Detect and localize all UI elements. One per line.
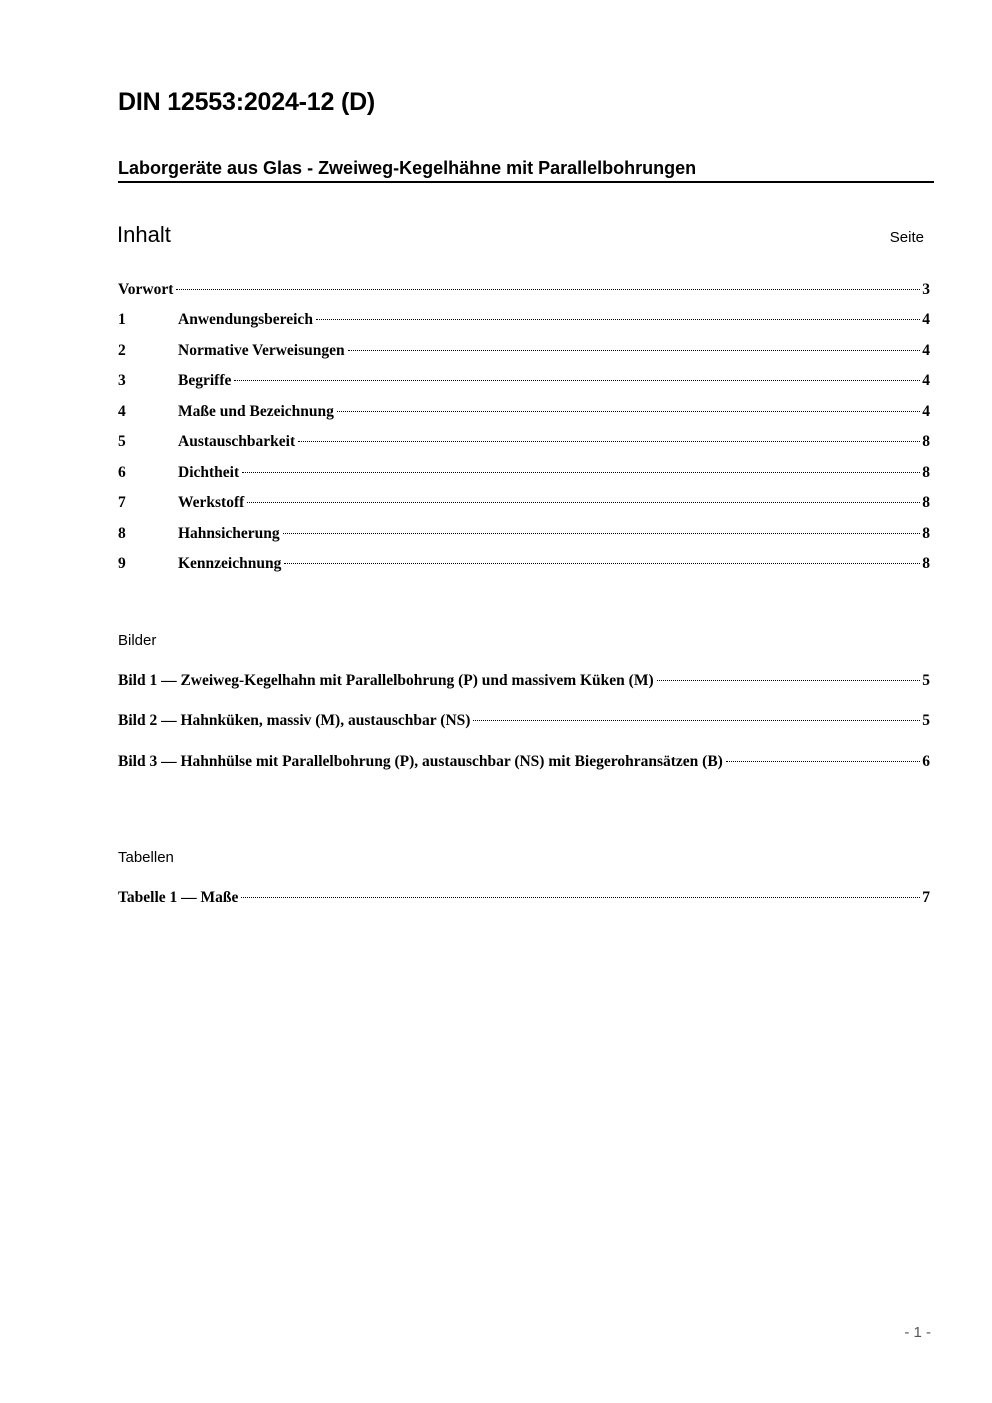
figure-entry-title: Bild 1 — Zweiweg-Kegelhahn mit Parallelbohrung (P) und massivem Küken (M) — [118, 672, 654, 689]
toc-entry-page: 8 — [922, 464, 930, 481]
figure-entry-title: Bild 3 — Hahnhülse mit Parallelbohrung (P), austauschbar (NS) mit Biegerohransätzen (B) — [118, 753, 723, 770]
table-entry[interactable] — [118, 888, 930, 908]
figure-entry-page: 5 — [922, 712, 930, 729]
toc-entry[interactable] — [118, 341, 930, 361]
toc-heading: Inhalt — [117, 222, 171, 247]
toc-leader — [657, 680, 921, 681]
toc-entry-title: Maße und Bezeichnung — [178, 403, 334, 420]
toc-entry-title: Kennzeichnung — [178, 555, 282, 572]
toc-leader — [337, 411, 920, 412]
figure-entry[interactable] — [118, 752, 930, 772]
toc-entry-page: 4 — [922, 372, 930, 389]
toc-entry-page: 3 — [922, 281, 930, 298]
toc-entry-page: 8 — [922, 555, 930, 572]
toc-entry-title: Anwendungsbereich — [178, 311, 313, 328]
toc-entry-page: 8 — [922, 494, 930, 511]
toc-entry-number: 1 — [118, 311, 126, 328]
toc-entry-number: 9 — [118, 555, 126, 572]
toc-entry-page: 4 — [922, 342, 930, 359]
toc-entry-page: 8 — [922, 525, 930, 542]
toc-entry[interactable] — [118, 463, 930, 483]
toc-entry-number: 6 — [118, 464, 126, 481]
page-number: - 1 - — [904, 1324, 931, 1341]
figure-entry-page: 6 — [922, 753, 930, 770]
toc-entry-number: 2 — [118, 342, 126, 359]
figure-entry[interactable] — [118, 671, 930, 691]
toc-entry-number: 4 — [118, 403, 126, 420]
toc-leader — [298, 441, 920, 442]
toc-entry[interactable] — [118, 280, 930, 300]
toc-entry-title: Austauschbarkeit — [178, 433, 296, 450]
toc-entry-title: Werkstoff — [178, 494, 245, 511]
tables-heading: Tabellen — [118, 849, 174, 866]
toc-leader — [284, 563, 920, 564]
toc-entry-title: Normative Verweisungen — [178, 342, 345, 359]
toc-entry-number: 8 — [118, 525, 126, 542]
figures-heading: Bilder — [118, 632, 157, 649]
toc-entry-number: 7 — [118, 494, 126, 511]
table-entry-page: 7 — [922, 889, 930, 906]
toc-entry[interactable] — [118, 310, 930, 330]
toc-entry[interactable] — [118, 493, 930, 513]
document-id: DIN 12553:2024-12 (D) — [118, 88, 376, 116]
toc-leader — [283, 533, 921, 534]
toc-entry-title: Vorwort — [118, 281, 174, 298]
figure-entry-page: 5 — [922, 672, 930, 689]
toc-leader — [316, 319, 920, 320]
toc-entry-number: 3 — [118, 372, 126, 389]
toc-leader — [176, 289, 920, 290]
toc-entry[interactable] — [118, 524, 930, 544]
toc-leader — [241, 897, 920, 898]
table-entry-title: Tabelle 1 — Maße — [118, 889, 239, 906]
figure-entry-title: Bild 2 — Hahnküken, massiv (M), austauschbar (NS) — [118, 712, 471, 729]
toc-leader — [473, 720, 920, 721]
document-subtitle: Laborgeräte aus Glas - Zweiweg-Kegelhähne mit Parallelbohrungen — [118, 158, 934, 183]
toc-entry[interactable] — [118, 402, 930, 422]
page-column-label: Seite — [889, 229, 924, 246]
toc-entry[interactable] — [118, 554, 930, 574]
toc-entry[interactable] — [118, 432, 930, 452]
toc-entry-page: 4 — [922, 311, 930, 328]
toc-leader — [242, 472, 920, 473]
figure-entry[interactable] — [118, 711, 930, 731]
toc-leader — [234, 380, 920, 381]
toc-leader — [348, 350, 921, 351]
toc-leader — [726, 761, 920, 762]
toc-entry-title: Hahnsicherung — [178, 525, 280, 542]
toc-entry-page: 4 — [922, 403, 930, 420]
toc-entry-title: Dichtheit — [178, 464, 240, 481]
toc-entry-number: 5 — [118, 433, 126, 450]
toc-leader — [247, 502, 920, 503]
toc-entry[interactable] — [118, 371, 930, 391]
toc-entry-page: 8 — [922, 433, 930, 450]
toc-entry-title: Begriffe — [178, 372, 232, 389]
